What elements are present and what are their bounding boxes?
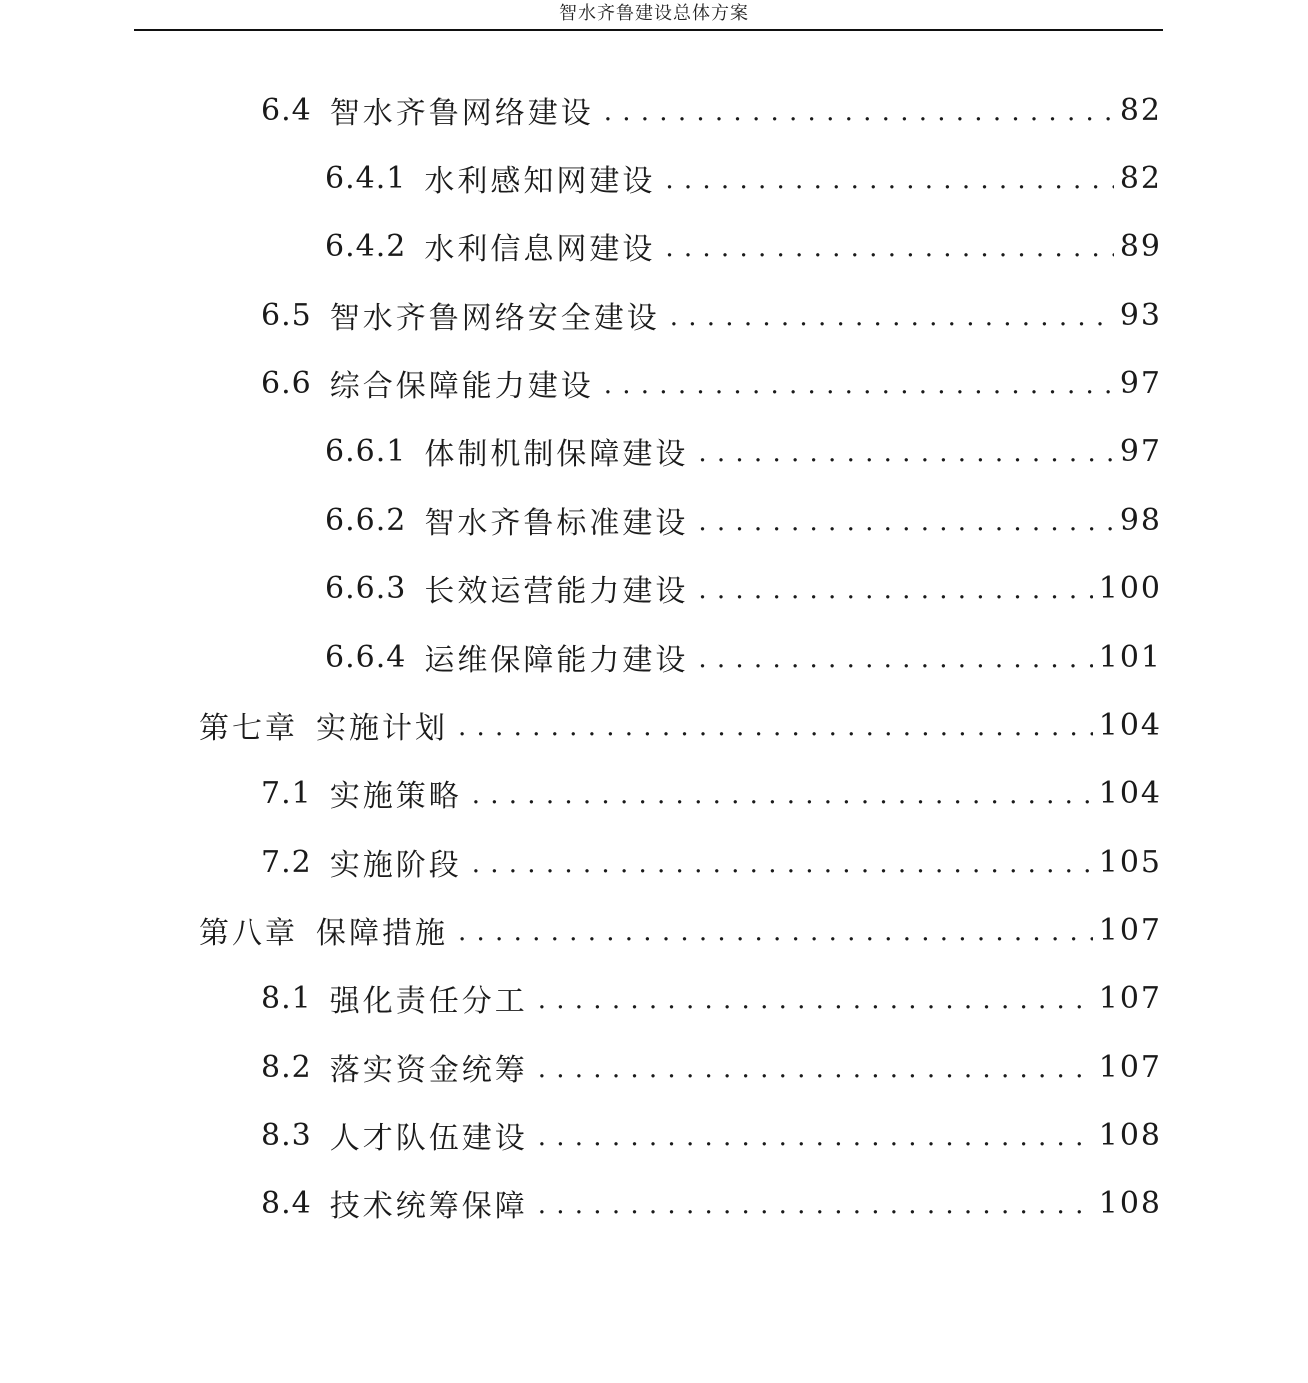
toc-entry-number: 6.6.1	[325, 433, 407, 469]
toc-entry-title: 强化责任分工	[329, 984, 528, 1019]
toc-dot-leader	[665, 158, 1113, 198]
toc-dot-leader	[670, 295, 1114, 335]
toc-entry-number: 6.6.4	[325, 639, 407, 675]
toc-dot-leader	[698, 568, 1092, 608]
toc-dot-leader	[665, 226, 1113, 266]
toc-entry-page: 93	[1119, 297, 1162, 333]
toc-entry-page: 97	[1119, 365, 1162, 401]
toc-entry-title: 技术统筹保障	[329, 1189, 528, 1224]
toc-entry-6-6-1[interactable]	[325, 431, 1162, 471]
toc-dot-leader	[538, 978, 1093, 1018]
toc-entry-6-4[interactable]	[261, 90, 1162, 130]
toc-dot-leader	[698, 431, 1113, 471]
toc-dot-leader	[538, 1047, 1093, 1087]
toc-dot-leader	[698, 637, 1092, 677]
toc-dot-leader	[604, 363, 1114, 403]
toc-entry-page: 82	[1119, 160, 1162, 196]
toc-entry-title: 体制机制保障建设	[424, 437, 689, 472]
toc-entry-chapter-8[interactable]	[199, 910, 1162, 950]
toc-entry-number: 8.1	[261, 980, 312, 1016]
toc-entry-6-6[interactable]	[261, 363, 1162, 403]
toc-entry-number: 第七章	[199, 711, 298, 746]
toc-entry-page: 104	[1098, 775, 1162, 811]
toc-entry-page: 89	[1119, 228, 1162, 264]
toc-entry-page: 107	[1098, 912, 1162, 948]
toc-entry-title: 实施阶段	[329, 848, 462, 883]
toc-dot-leader	[538, 1183, 1093, 1223]
toc-entry-6-4-2[interactable]	[325, 226, 1162, 266]
toc-entry-title: 综合保障能力建设	[329, 369, 594, 404]
toc-entry-number: 6.6.2	[325, 502, 407, 538]
toc-entry-8-2[interactable]	[261, 1047, 1162, 1087]
toc-entry-number: 6.6	[261, 365, 312, 401]
toc-entry-6-4-1[interactable]	[325, 158, 1162, 198]
toc-entry-6-5[interactable]	[261, 295, 1162, 335]
toc-entry-page: 101	[1098, 639, 1162, 675]
toc-entry-number: 6.5	[261, 297, 312, 333]
toc-entry-chapter-7[interactable]	[199, 705, 1162, 745]
toc-dot-leader	[604, 90, 1114, 130]
toc-entry-6-6-4[interactable]	[325, 637, 1162, 677]
toc-entry-page: 105	[1098, 844, 1162, 880]
toc-entry-title: 水利感知网建设	[424, 164, 656, 199]
toc-entry-page: 108	[1098, 1117, 1162, 1153]
toc-entry-title: 运维保障能力建设	[424, 643, 689, 678]
toc-entry-page: 98	[1119, 502, 1162, 538]
toc-entry-8-3[interactable]	[261, 1115, 1162, 1155]
toc-entry-6-6-2[interactable]	[325, 500, 1162, 540]
toc-entry-6-6-3[interactable]	[325, 568, 1162, 608]
toc-entry-title: 智水齐鲁网络建设	[329, 96, 594, 131]
toc-entry-number: 8.3	[261, 1117, 312, 1153]
toc-entry-page: 107	[1098, 980, 1162, 1016]
toc-entry-title: 保障措施	[316, 916, 448, 951]
toc-entry-8-4[interactable]	[261, 1183, 1162, 1223]
toc-entry-title: 实施计划	[316, 711, 448, 746]
toc-dot-leader	[538, 1115, 1093, 1155]
toc-entry-page: 100	[1098, 570, 1162, 606]
toc-dot-leader	[472, 842, 1093, 882]
toc-entry-7-2[interactable]	[261, 842, 1162, 882]
toc-entry-number: 6.4.1	[325, 160, 407, 196]
toc-dot-leader	[698, 500, 1113, 540]
toc-entry-title: 实施策略	[329, 779, 462, 814]
toc-entry-page: 82	[1119, 92, 1162, 128]
toc-entry-number: 6.4	[261, 92, 312, 128]
toc-entry-title: 长效运营能力建设	[424, 574, 689, 609]
toc-entry-7-1[interactable]	[261, 773, 1162, 813]
toc-entry-number: 8.2	[261, 1049, 312, 1085]
toc-entry-title: 智水齐鲁标准建设	[424, 506, 689, 541]
toc-entry-number: 7.1	[261, 775, 312, 811]
toc-entry-page: 104	[1098, 707, 1162, 743]
toc-entry-number: 第八章	[199, 916, 298, 951]
toc-entry-number: 8.4	[261, 1185, 312, 1221]
toc-entry-number: 6.4.2	[325, 228, 407, 264]
header-divider	[134, 29, 1163, 31]
toc-entry-title: 落实资金统筹	[329, 1053, 528, 1088]
toc-dot-leader	[458, 910, 1093, 950]
toc-entry-number: 6.6.3	[325, 570, 407, 606]
toc-dot-leader	[472, 773, 1093, 813]
toc-entry-8-1[interactable]	[261, 978, 1162, 1018]
page-header-title: 智水齐鲁建设总体方案	[559, 3, 749, 24]
toc-entry-title: 智水齐鲁网络安全建设	[329, 301, 660, 336]
toc-dot-leader	[458, 705, 1093, 745]
toc-entry-page: 108	[1098, 1185, 1162, 1221]
toc-entry-page: 107	[1098, 1049, 1162, 1085]
toc-entry-number: 7.2	[261, 844, 312, 880]
toc-entry-title: 人才队伍建设	[329, 1121, 528, 1156]
toc-entry-page: 97	[1119, 433, 1162, 469]
toc-entry-title: 水利信息网建设	[424, 232, 656, 267]
